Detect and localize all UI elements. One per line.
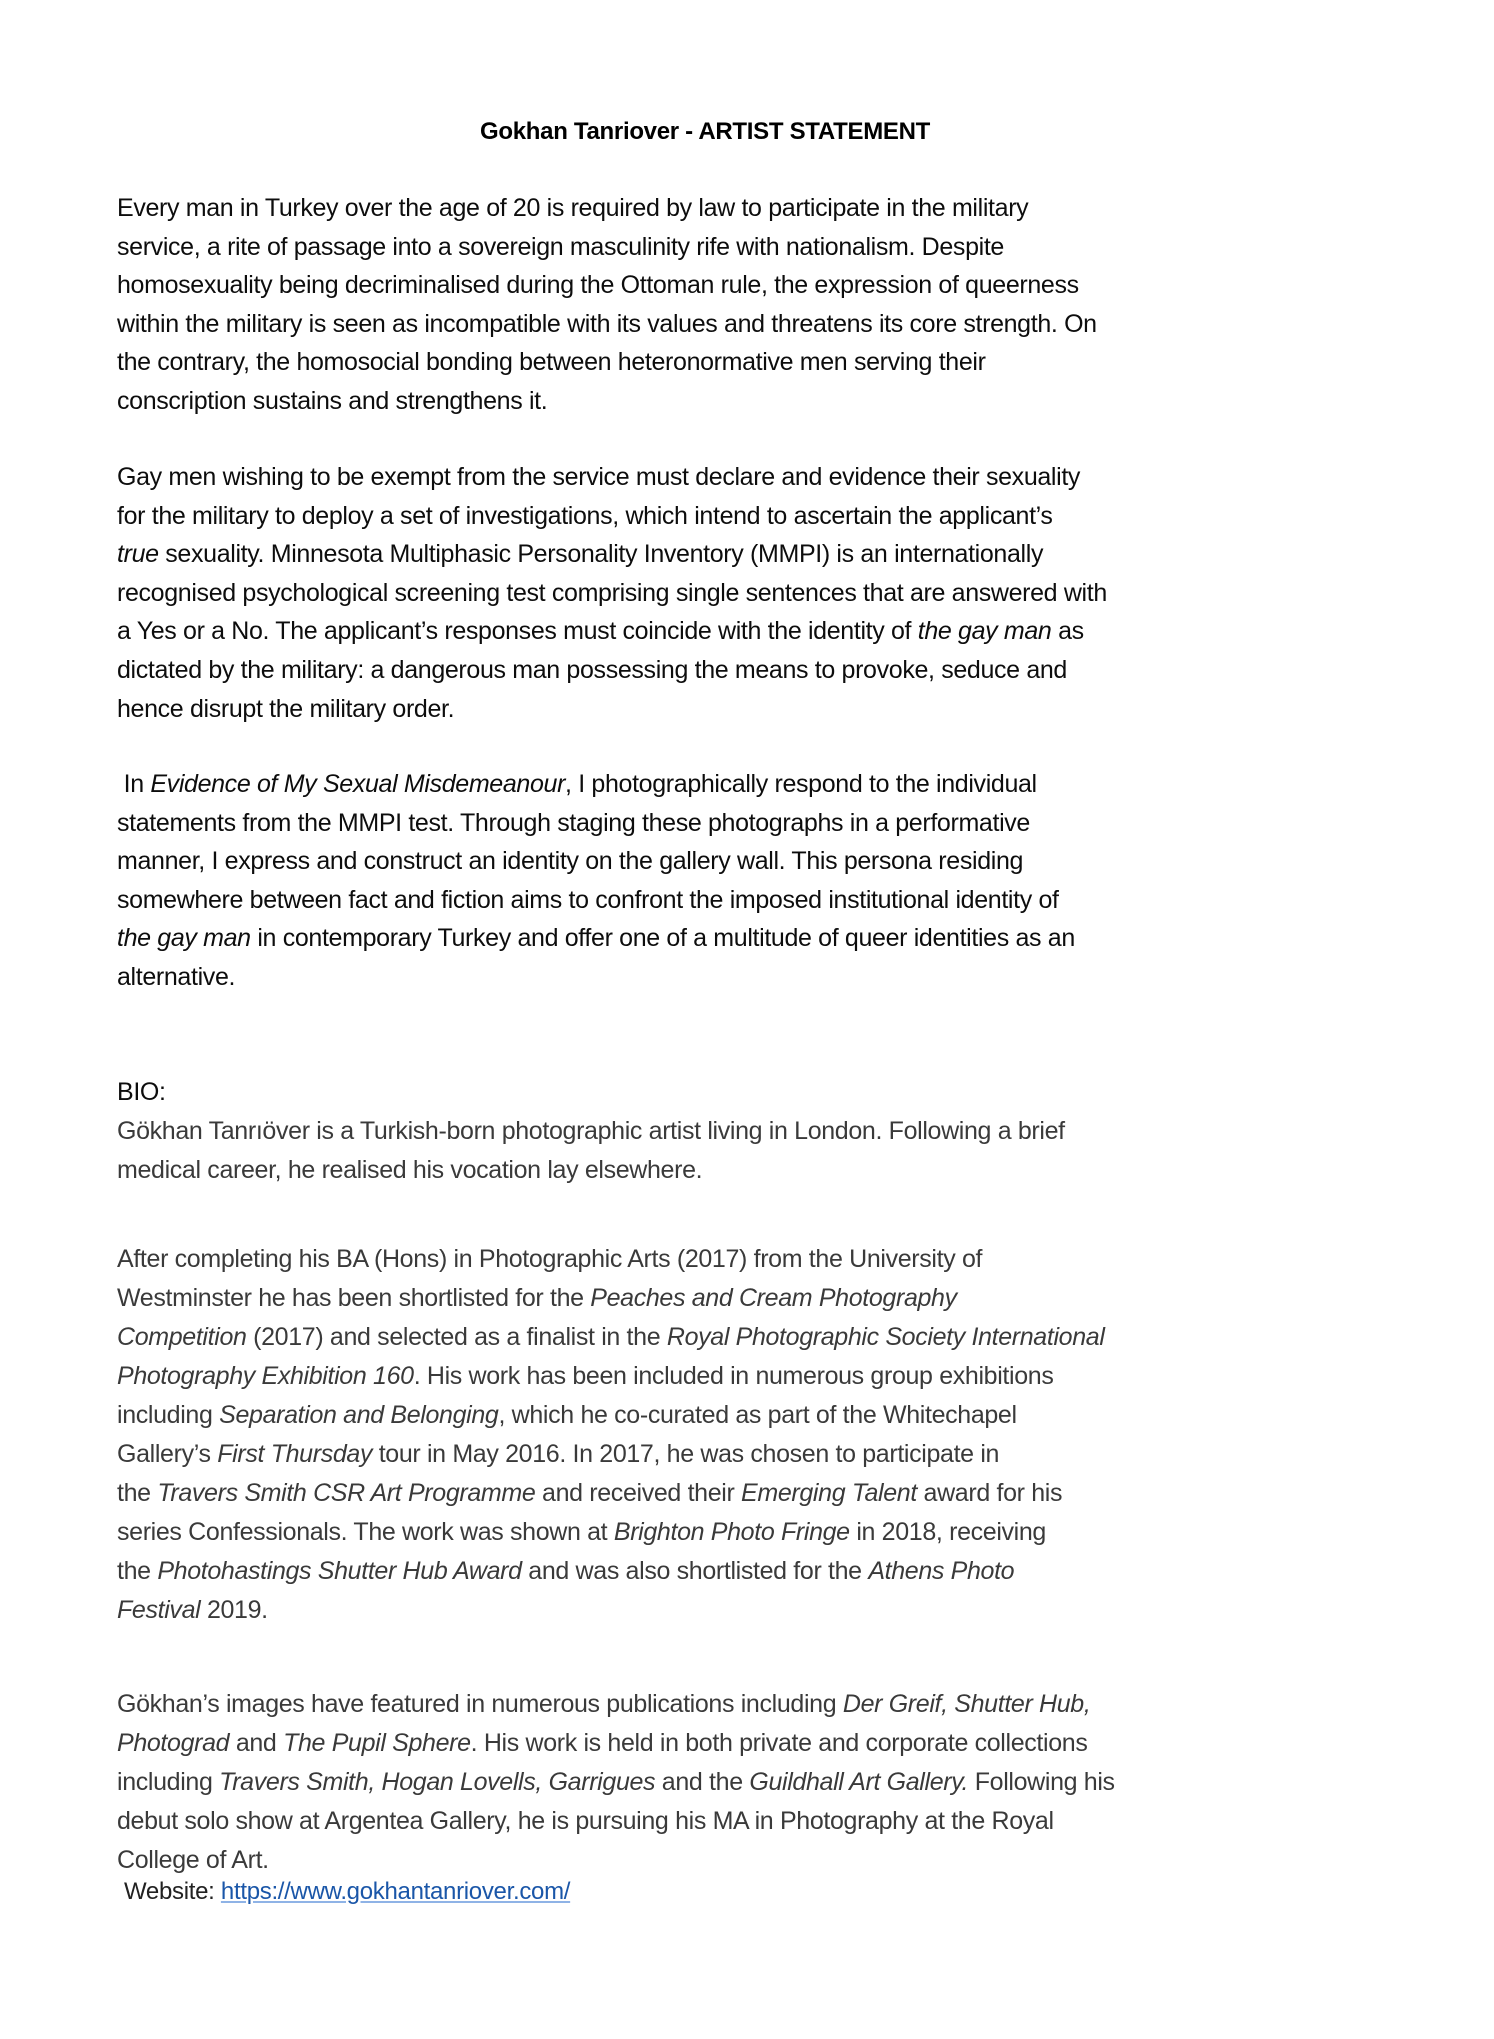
text-segment: conscription sustains and strengthens it. [117,386,548,415]
text-line [117,1435,1417,1474]
text-segment: recognised psychological screening test comprising single sentences that are answered with [117,578,1107,607]
text-segment: Following his [968,1768,1115,1796]
text-segment: dictated by the military: a dangerous man possessing the means to provoke, seduce and [117,655,1067,684]
text-segment: Gallery’s [117,1440,218,1468]
text-line [117,535,1417,574]
text-line [117,1474,1417,1513]
text-line [117,1685,1417,1724]
website-line [124,1878,570,1906]
text-line [117,574,1417,613]
text-segment: within the military is seen as incompatible with its values and threatens its core strength. On [117,309,1097,338]
italic-text-segment: Photohastings Shutter Hub Award [157,1557,522,1585]
text-segment: Gökhan Tanrıöver is a Turkish-born photographic artist living in London. Following a brief [117,1117,1065,1145]
text-segment: College of Art. [117,1846,269,1874]
text-segment: a Yes or a No. The applicant’s responses must coincide with the identity of [117,617,918,646]
website-label: Website: [124,1878,221,1905]
website-link[interactable]: https://www.gokhantanriover.com/ [220,1878,571,1905]
text-segment: statements from the MMPI test. Through staging these photographs in a performative [117,808,1030,837]
text-segment: series Confessionals. The work was shown at [117,1518,614,1546]
text-line [117,228,1417,267]
italic-text-segment: Festival [117,1596,201,1624]
italic-text-segment: Travers Smith, Hogan Lovells, Garrigues [219,1768,656,1796]
italic-text-segment: the gay man [117,924,251,953]
text-line [117,804,1417,843]
document-title: Gokhan Tanriover - ARTIST STATEMENT [480,118,930,145]
italic-text-segment: Athens Photo [868,1557,1015,1585]
text-segment: , which he co-curated as part of the Whitechapel [498,1401,1017,1429]
text-line [117,1112,1417,1151]
text-segment: manner, I express and construct an identity on the gallery wall. This persona residing [117,847,1024,876]
text-segment: including [117,1768,220,1796]
italic-text-segment: Separation and Belonging [219,1401,499,1429]
text-line [117,1841,1417,1880]
text-line [117,881,1417,920]
italic-text-segment: Peaches and Cream Photography [590,1284,957,1312]
bio-label-text: BIO: [117,1078,166,1106]
bio-paragraph [117,1112,1417,1190]
text-segment: as [1051,617,1084,646]
text-line [117,1279,1417,1318]
bio-label [117,1073,1417,1112]
text-line [117,1318,1417,1357]
text-segment: tour in May 2016. In 2017, he was chosen to participate in [372,1440,1000,1468]
text-line [117,1513,1417,1552]
text-line [117,1591,1417,1630]
text-segment: medical career, he realised his vocation lay elsewhere. [117,1156,703,1184]
text-segment: in contemporary Turkey and offer one of a multitude of queer identities as an [250,924,1075,953]
text-line [117,497,1417,536]
text-segment: sexuality. Minnesota Multiphasic Personality Inventory (MMPI) is an internationally [158,540,1044,569]
text-line [117,651,1417,690]
text-segment: service, a rite of passage into a sovereign masculinity rife with nationalism. Despite [117,232,1004,261]
text-line [117,1357,1417,1396]
text-segment: and the [655,1768,750,1796]
text-line [117,690,1417,729]
statement-paragraph [117,458,1417,728]
text-segment: 2019. [200,1596,268,1624]
text-segment: debut solo show at Argentea Gallery, he is pursuing his MA in Photography at the Royal [117,1807,1054,1835]
italic-text-segment: Photography Exhibition 160 [117,1362,414,1390]
italic-text-segment: the gay man [917,617,1052,646]
text-line [117,1396,1417,1435]
text-segment: Gay men wishing to be exempt from the service must declare and evidence their sexuality [117,463,1081,491]
italic-text-segment: Der Greif, Shutter Hub, [842,1690,1091,1718]
text-segment: and received their [535,1479,742,1507]
text-line [117,1240,1417,1279]
text-line [117,343,1417,382]
bio-paragraph [117,1240,1417,1630]
text-segment: homosexuality being decriminalised during the Ottoman rule, the expression of queerness [117,271,1079,300]
text-line [117,958,1417,997]
text-segment: . His work has been included in numerous group exhibitions [413,1362,1054,1390]
text-segment: (2017) and selected as a finalist in the [246,1323,667,1351]
statement-paragraph [117,765,1417,997]
text-line [117,189,1417,228]
text-segment: hence disrupt the military order. [117,694,455,723]
text-line [117,919,1417,958]
text-line [117,842,1417,881]
text-segment: in 2018, receiving [849,1518,1046,1546]
text-line [117,266,1417,305]
italic-text-segment: Competition [117,1323,247,1351]
text-segment: Westminster he has been shortlisted for the [117,1284,591,1312]
italic-text-segment: Evidence of My Sexual Misdemeanour [150,770,566,798]
bio-paragraph [117,1685,1417,1880]
text-segment: and [229,1729,284,1757]
italic-text-segment: Royal Photographic Society International [666,1323,1105,1351]
text-segment: alternative. [117,962,236,991]
italic-text-segment: The Pupil Sphere [283,1729,471,1757]
text-line [117,1151,1417,1190]
text-segment: Gökhan’s images have featured in numerous publications including [117,1690,843,1718]
text-line [117,382,1417,421]
italic-text-segment: Travers Smith CSR Art Programme [157,1479,536,1507]
italic-text-segment: Photograd [117,1729,230,1757]
statement-paragraph [117,189,1417,421]
text-line [117,1763,1417,1802]
text-segment: In [117,770,151,798]
text-segment: the contrary, the homosocial bonding between heteronormative men serving their [117,348,986,377]
italic-text-segment: Brighton Photo Fringe [613,1518,850,1546]
text-segment: After completing his BA (Hons) in Photographic Arts (2017) from the University of [117,1245,983,1273]
text-segment: and was also shortlisted for the [521,1557,869,1585]
text-line [117,305,1417,344]
text-segment: the [117,1479,158,1507]
text-segment: , I photographically respond to the individual [565,770,1037,798]
text-segment: the [117,1557,158,1585]
text-segment: Every man in Turkey over the age of 20 is required by law to participate in the military [117,194,1029,222]
italic-text-segment: Guildhall Art Gallery. [749,1768,969,1796]
text-segment: including [117,1401,220,1429]
text-line [117,1802,1417,1841]
text-line [117,612,1417,651]
text-segment: award for his [916,1479,1063,1507]
italic-text-segment: true [117,540,159,569]
text-segment: . His work is held in both private and corporate collections [470,1729,1088,1757]
text-line [117,1724,1417,1763]
text-segment: somewhere between fact and fiction aims to confront the imposed institutional identity of [117,885,1059,914]
italic-text-segment: Emerging Talent [741,1479,917,1507]
italic-text-segment: First Thursday [217,1440,373,1468]
text-line [117,1552,1417,1591]
text-line [117,765,1417,804]
text-line [117,458,1417,497]
text-segment: for the military to deploy a set of investigations, which intend to ascertain the applicant’s [117,501,1053,530]
